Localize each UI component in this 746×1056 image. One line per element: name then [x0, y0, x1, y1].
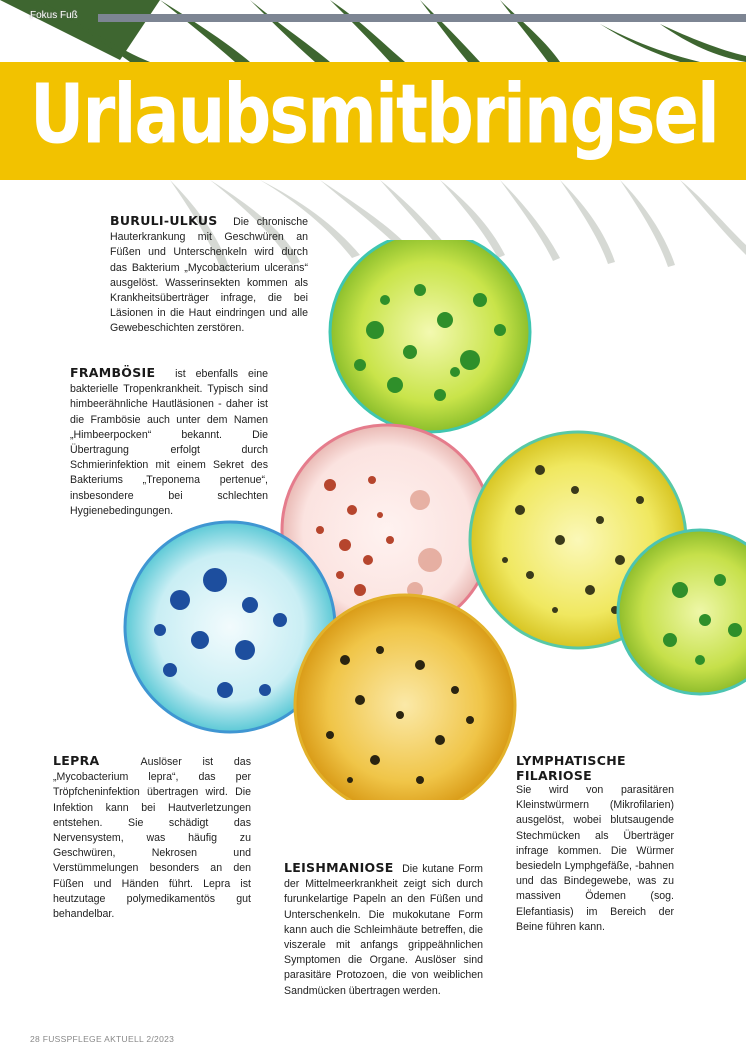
article-buruli-ulkus	[110, 213, 308, 337]
top-rule	[98, 14, 746, 22]
article-lepra	[53, 753, 251, 922]
section-tag: Fokus Fuß	[30, 10, 78, 21]
article-text: Auslöser ist das „Mycobacterium lepra“, das per Tröpfcheninfektion übertragen wird. Die Infektion kann bei Hautverletzungen entstehen. Sie schädigt das Nervensystem, was häufig zu Geschwüren, Nekrosen und Verstümmelungen besonders an den Füßen und Händen führt. Lepra ist heutzutage polymedikamentös gut behandelbar.	[53, 756, 251, 921]
article-heading: LEISHMANIOSE	[284, 860, 394, 875]
article-text: ist ebenfalls eine bakterielle Tropenkrankheit. Typisch sind himbeerähnliche Hautläsionen - daher ist die Frambösie auch unter dem Namen „Himbeerpocken“ bekannt. Die Übertragung erfolgt durch Schmierinfektion mit einem Sekret des Bakteriums „Treponema pertenue“, insbesondere bei schlechten Hygienebedingungen.	[70, 368, 269, 517]
article-leishmaniose	[284, 860, 483, 999]
article-heading: FRAMBÖSIE	[70, 365, 156, 380]
page-footer: 28 FUSSPFLEGE AKTUELL 2/2023	[30, 1034, 175, 1044]
article-heading: LEPRA	[53, 753, 100, 768]
article-text: Sie wird von parasitären Kleinstwürmern (Mikrofilarien) ausgelöst, wobei blutsaugende Stechmücken als Überträger infrage kommen. Die Würmer besiedeln Lymphgefäße, -bahnen und das Bindegewebe, was zu massiven Ödemen (sog. Elefantiasis) im Bereich der Beine führen kann.	[516, 784, 674, 933]
article-heading: LYMPHATISCHE	[516, 753, 626, 768]
article-text: Die kutane Form der Mittelmeerkrankheit zeigt sich durch furunkelartige Papeln an den Füßen und Unterschenkeln. Die mukokutane Form kann auch die Schleimhäute betreffen, die viszerale mit anfangs grippeähnlichen Symptomen die Organe. Auslöser sind parasitäre Protozoen, die von weiblichen Sandmücken übertragen werden.	[284, 863, 484, 997]
page-title: Urlaubsmitbringsel	[30, 66, 718, 162]
article-text: Die chronische Hauterkrankung mit Geschwüren an Füßen und Unterschenkeln wird durch das Bakterium „Mycobacterium ulcerans“ ausgelöst. Wasserinsekten kommen als Krankheitsüberträger infrage, die bei Läsionen in die Haut eindringen und alle Gewebeschichten zerstören.	[110, 216, 308, 335]
article-framboesie	[70, 365, 268, 519]
article-heading: BURULI-ULKUS	[110, 213, 218, 228]
article-lymphatische-filariose	[516, 753, 674, 935]
article-heading: FILARIOSE	[516, 768, 592, 783]
